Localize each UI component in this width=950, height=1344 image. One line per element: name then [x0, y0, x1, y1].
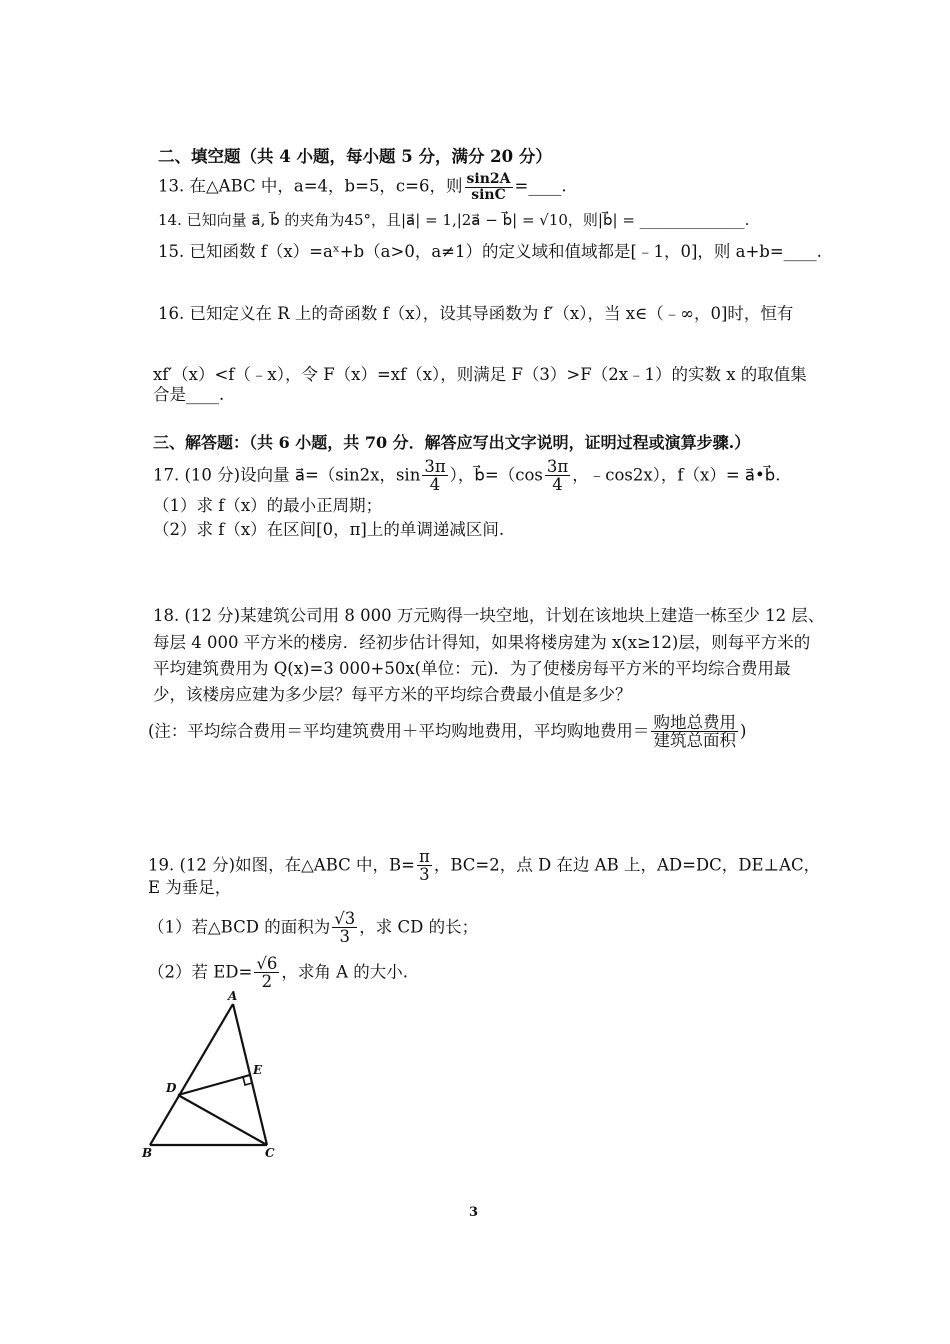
- q13-tail: =____.: [514, 176, 567, 196]
- side-ab: [150, 1004, 233, 1145]
- q19-f1-den: 3: [419, 865, 430, 885]
- q17-fraction-1: [422, 458, 447, 494]
- question-18-line4: 少，该楼房应建为多少层？每平方米的平均综合费最小值是多少？: [153, 685, 632, 704]
- q19-sub1-text: （1）若△BCD 的面积为: [148, 917, 331, 937]
- q19-f1-num: π: [418, 847, 430, 866]
- q19-sub2-text: （2）若 ED=: [148, 962, 253, 982]
- label-d: D: [166, 1081, 177, 1095]
- q19-part2: ，BC=2，点 D 在边 AB 上，AD=DC，DE⊥AC，: [433, 855, 821, 875]
- question-17-sub2: （2）求 f（x）在区间[0，π]上的单调递减区间.: [153, 520, 505, 539]
- question-18-line2: 每层 4 000 平方米的楼房．经初步估计得知，如果将楼房建为 x(x≥12)层，则每平方米的: [153, 633, 811, 652]
- question-13: [158, 172, 567, 202]
- section3-heading: 三、解答题：（共 6 小题，共 70 分．解答应写出文字说明，证明过程或演算步骤.）: [153, 433, 751, 452]
- q19-s2-num: √6: [256, 954, 278, 973]
- label-a: A: [228, 990, 238, 1003]
- label-b: B: [142, 1146, 153, 1160]
- q19-s2-den: 2: [261, 972, 273, 992]
- q19-s1-den: 3: [339, 927, 350, 947]
- q17-f2-den: 4: [552, 475, 563, 495]
- section2-heading: 二、填空题（共 4 小题，每小题 5 分，满分 20 分）: [158, 147, 552, 166]
- question-18-line1: 18. (12 分)某建筑公司用 8 000 万元购得一块空地，计划在该地块上建造一栋至少 12 层、: [153, 606, 825, 625]
- q19-part1: 19. (12 分)如图，在△ABC 中，B=: [148, 855, 415, 875]
- q13-frac-den: sinC: [471, 186, 506, 203]
- q19-sub2-tail: ，求角 A 的大小.: [281, 962, 409, 982]
- q18-note-end: ): [739, 721, 747, 741]
- q17-fraction-2: [545, 458, 570, 494]
- question-19-sub2: [148, 955, 408, 991]
- q17-f1-num: 3π: [424, 457, 446, 476]
- question-19-sub1: [148, 910, 478, 946]
- q19-sub2-fraction: [254, 955, 279, 991]
- q18-note-den: 建筑总面积: [653, 731, 736, 751]
- q17-part2: ），b⃗=（cos: [449, 465, 543, 485]
- question-19-line2: E 为垂足，: [148, 878, 232, 897]
- q18-note-num: 购地总费用: [653, 713, 736, 732]
- q17-part3: ，﹣cos2x），f（x）= a⃗•b⃗.: [572, 465, 781, 485]
- question-16-line2: xf′（x）<f（﹣x），令 F（x）=xf（x），则满足 F（3）>F（2x﹣1）的实数 x 的取值集: [153, 365, 807, 384]
- q17-part1: 17. (10 分)设向量 a⃗=（sin2x，sin: [153, 465, 421, 485]
- triangle-figure: [138, 990, 288, 1160]
- segment-dc: [178, 1095, 267, 1145]
- q19-sub1-fraction: [332, 910, 357, 946]
- q17-f1-den: 4: [429, 475, 441, 495]
- q19-fraction-b: [417, 848, 432, 884]
- question-18-line3: 平均建筑费用为 Q(x)=3 000+50x(单位：元)．为了使楼房每平方米的平均综合费用最: [153, 659, 791, 678]
- label-c: C: [265, 1146, 275, 1160]
- q18-note-text: (注：平均综合费用＝平均建筑费用＋平均购地费用，平均购地费用＝: [148, 721, 650, 741]
- q19-sub1-tail: ，求 CD 的长；: [359, 917, 479, 937]
- q19-s1-num: √3: [334, 909, 356, 928]
- q13-fraction: [465, 172, 513, 202]
- q13-frac-num: sin2A: [466, 171, 511, 187]
- question-16-line1: 16. 已知定义在 R 上的奇函数 f（x），设其导函数为 f′（x），当 x∈（﹣∞，0]时，恒有: [158, 304, 794, 323]
- question-18-note: [148, 714, 746, 750]
- question-19: [148, 848, 820, 884]
- question-15: 15. 已知函数 f（x）=aˣ+b（a>0，a≠1）的定义域和值域都是[﹣1，0]，则 a+b=____.: [158, 242, 822, 261]
- page-number: 3: [469, 1205, 479, 1220]
- question-14: 14. 已知向量 a⃗, b⃗ 的夹角为45°，且|a⃗| = 1,|2a⃗ − b⃗| = √10，则|b⃗| = ______________.: [158, 211, 750, 229]
- question-16-line3: 合是____.: [153, 385, 225, 404]
- q13-text: 13. 在△ABC 中，a=4，b=5，c=6，则: [158, 176, 463, 196]
- question-17: [153, 458, 780, 494]
- q18-note-fraction: [651, 714, 738, 750]
- question-17-sub1: （1）求 f（x）的最小正周期；: [153, 496, 383, 515]
- label-e: E: [253, 1063, 263, 1077]
- q17-f2-num: 3π: [546, 457, 569, 476]
